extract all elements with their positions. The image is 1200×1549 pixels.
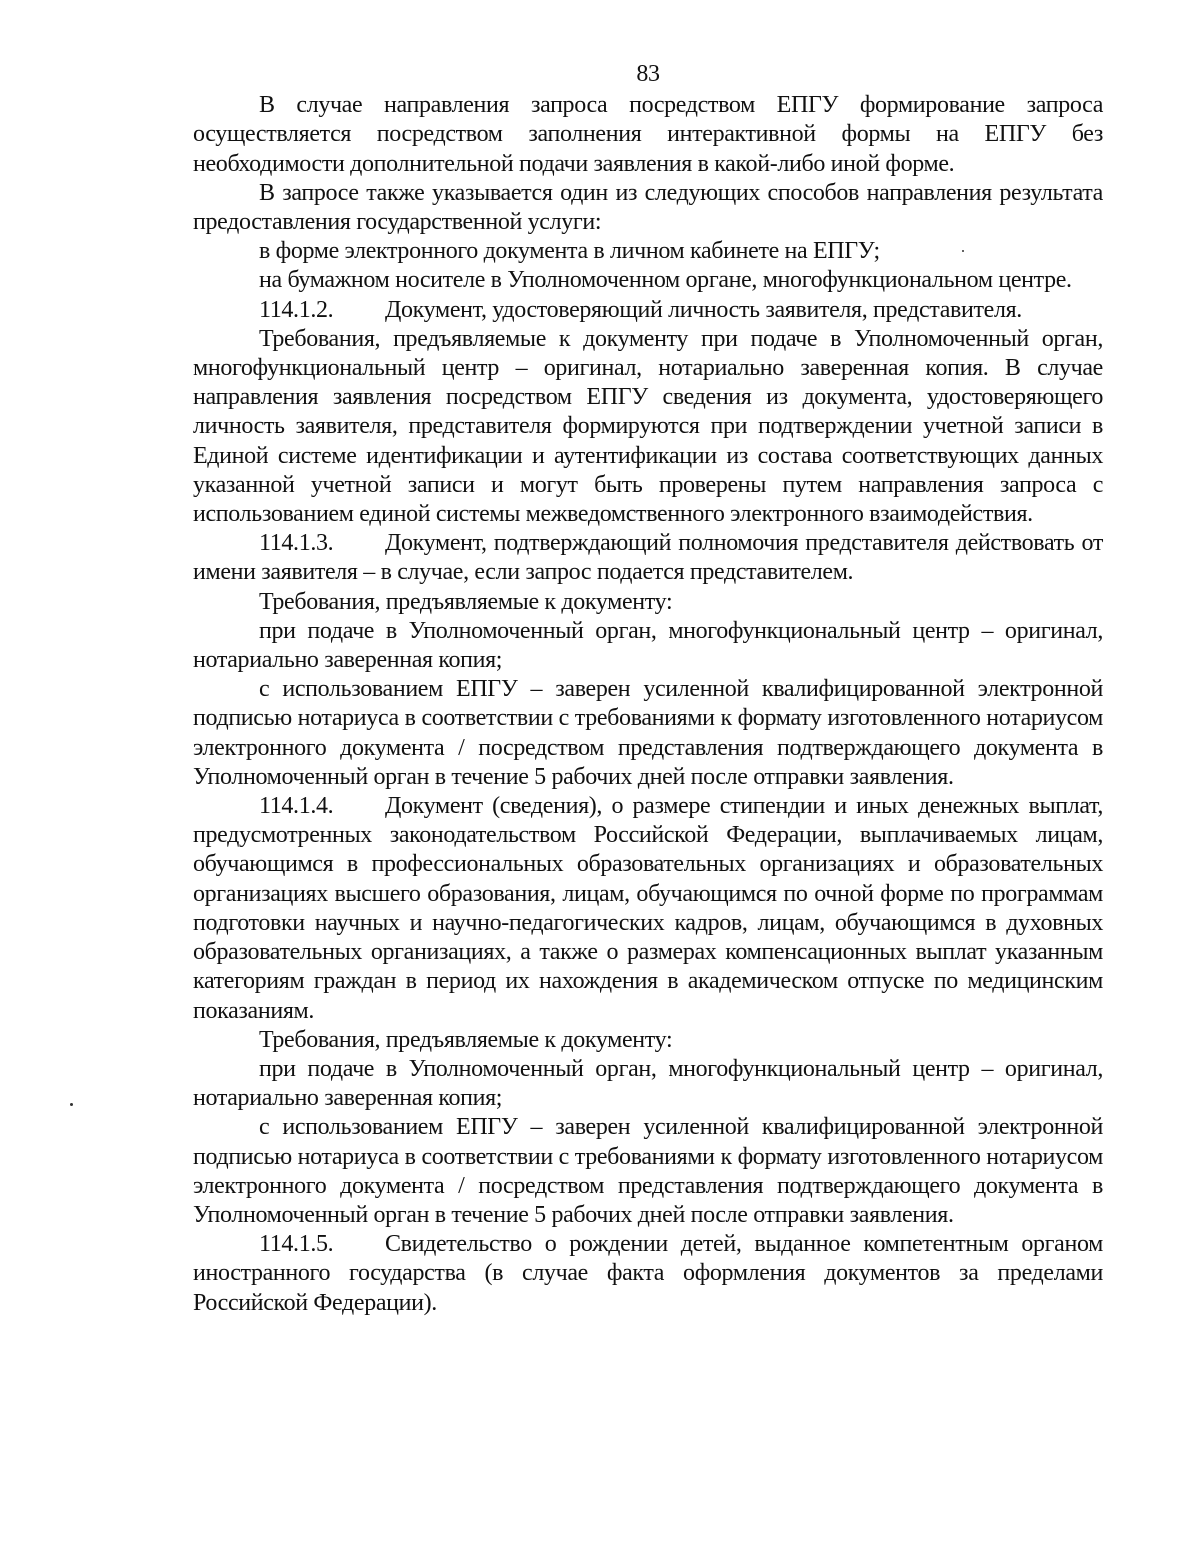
section-number: 114.1.3. <box>259 530 334 557</box>
section-paragraph <box>193 792 1103 1026</box>
paragraph-text: Свидетельство о рождении детей, выданное компетентным органом иностранного государства (в случае факта оформления документов за пределами Российской Федерации). <box>193 1231 1103 1316</box>
paragraph-text: в форме электронного документа в личном кабинете на ЕПГУ; <box>259 238 880 265</box>
paragraph-text: В случае направления запроса посредством ЕПГУ формирование запроса осуществляется посредством заполнения интерактивной формы на ЕПГУ без необходимости дополнительной подачи заявления в какой-либо иной форме. <box>193 92 1103 177</box>
page-number: 83 <box>636 61 660 87</box>
paragraph <box>193 588 1103 617</box>
paragraph <box>193 1026 1103 1055</box>
scan-speck <box>962 250 964 252</box>
section-paragraph <box>193 529 1103 587</box>
document-page <box>193 60 1103 1318</box>
section-number: 114.1.2. <box>259 296 334 323</box>
paragraph <box>193 325 1103 529</box>
scan-speck <box>70 1103 73 1106</box>
paragraph <box>193 237 1103 266</box>
section-paragraph <box>193 296 1103 325</box>
paragraph <box>193 266 1103 295</box>
paragraph <box>193 1113 1103 1230</box>
section-number: 114.1.4. <box>259 793 334 820</box>
paragraph-text: В запросе также указывается один из следующих способов направления результата предоставления государственной услуги: <box>193 179 1103 236</box>
paragraph <box>193 91 1103 179</box>
paragraph-text: Требования, предъявляемые к документу: <box>259 1026 673 1053</box>
paragraph-text: на бумажном носителе в Уполномоченном органе, многофункциональном центре. <box>259 267 1072 294</box>
paragraph-text: с использованием ЕПГУ – заверен усиленной квалифицированной электронной подписью нотариуса в соответствии с требованиями к формату изготовленного нотариусом электронного документа / посредством представления подтверждающего документа в Уполномоченный орган в течение 5 рабочих дней после отправки заявления. <box>193 1114 1103 1228</box>
paragraph <box>193 179 1103 237</box>
section-paragraph <box>193 1230 1103 1318</box>
paragraph <box>193 1055 1103 1113</box>
paragraph-text: Требования, предъявляемые к документу: <box>259 588 673 615</box>
paragraph <box>193 617 1103 675</box>
section-number: 114.1.5. <box>259 1231 334 1258</box>
paragraph-text: при подаче в Уполномоченный орган, многофункциональный центр – оригинал, нотариально заверенная копия; <box>193 617 1103 674</box>
paragraph-text: при подаче в Уполномоченный орган, многофункциональный центр – оригинал, нотариально заверенная копия; <box>193 1055 1103 1112</box>
paragraph-text: с использованием ЕПГУ – заверен усиленной квалифицированной электронной подписью нотариуса в соответствии с требованиями к формату изготовленного нотариусом электронного документа / посредством представления подтверждающего документа в Уполномоченный орган в течение 5 рабочих дней после отправки заявления. <box>193 676 1103 790</box>
paragraph <box>193 675 1103 792</box>
paragraph-text: Документ, подтверждающий полномочия представителя действовать от имени заявителя – в случае, если запрос подается представителем. <box>193 530 1103 586</box>
paragraph-text: Документ (сведения), о размере стипендии и иных денежных выплат, предусмотренных законодательством Российской Федерации, выплачиваемых лицам, обучающимся в профессиональных образовательных организациях и образовательных организациях высшего образования, лицам, обучающимся по очной форме по программам подготовки научных и научно-педагогических кадров, лицам, обучающимся в духовных образовательных организациях, а также о размерах компенсационных выплат указанным категориям граждан в период их нахождения в академическом отпуске по медицинским показаниям. <box>193 793 1103 1024</box>
paragraph-text: Документ, удостоверяющий личность заявителя, представителя. <box>385 296 1022 323</box>
paragraph-text: Требования, предъявляемые к документу при подаче в Уполномоченный орган, многофункциональный центр – оригинал, нотариально заверенная копия. В случае направления заявления посредством ЕПГУ сведения из документа, удостоверяющего личность заявителя, представителя формируются при подтверждении учетной записи в Единой системе идентификации и аутентификации из состава соответствующих данных указанной учетной записи и могут быть проверены путем направления запроса с использованием единой системы межведомственного электронного взаимодействия. <box>193 325 1103 528</box>
